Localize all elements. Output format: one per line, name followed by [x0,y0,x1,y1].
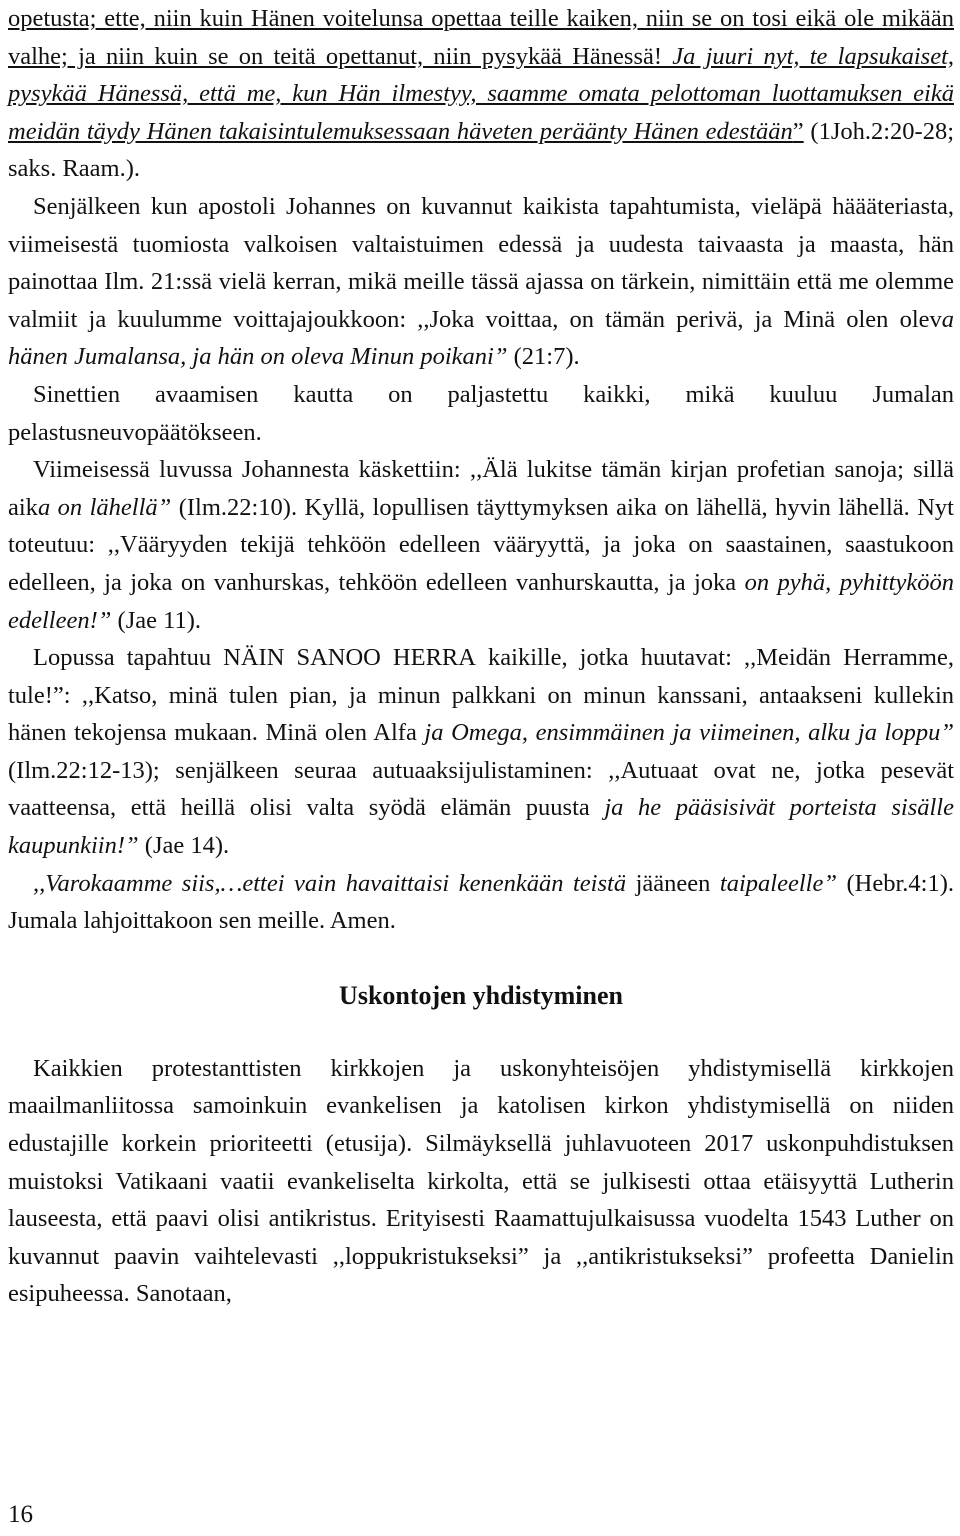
paragraph-2 [8,188,954,376]
paragraph-7: Kaikkien protestanttisten kirkkojen ja uskonyhteisöjen yhdistymisellä kirkkojen maailmanliitossa samoinkuin evankelisen ja katolisen kirkon yhdistymisellä on niiden edustajille korkein prioriteetti (etusija). Silmäyksellä juhlavuoteen 2017 uskonpuhdistuksen muistoksi Vatikaani vaatii evankeliselta kirkolta, että se julkisesti ottaa etäisyyttä Lutherin lauseesta, että paavi olisi antikristus. Erityisesti Raamattujulkaisussa vuodelta 1543 Luther on kuvannut paavin vaihtelevasti ,,loppukristukseksi” ja ,,antikristukseksi” profeetta Danielin esipuheessa. Sanotaan, [8,1054,954,1308]
italic-quote: ja he pääsisivät porteista sisälle kaupunkiin!” [8,794,954,860]
section-heading: Uskontojen yhdistyminen [339,980,623,1010]
underlined-quote-italic: Ja juuri nyt, te lapsukaiset, pysykää Hänessä, että me, kun Hän ilmestyy, saamme omata pelottoman luottamuksen eikä meidän täydy Hänen takaisintulemuksessaan häveten peräänty Hänen edestään [8,42,955,145]
italic-quote: a on lähellä” [37,493,172,521]
text: kaikille, jotka huutavat: ,,Meidän Herramme, tule!”: ,,Katso, minä tulen pian, ja minun palkkani on minun kanssani, antaakseni kullekin hänen tekojensa mukaan. Minä olen Alfa [8,644,954,747]
page-number: 16 [8,1501,33,1528]
italic-quote: taipaleelle” [719,869,837,897]
text: (Ilm.22:12-13); senjälkeen seuraa autuaaksijulistaminen: ,,Autuaat ovat ne, jotka pesevät vaatteensa, että heillä olisi valta syödä elämän puusta [8,756,954,822]
italic-quote: ,,Varokaamme siis,…ettei vain havaittaisi kenenkään teistä [33,869,627,897]
text: Lopussa tapahtuu [33,644,224,672]
document-page [8,0,954,1313]
small-caps-phrase: NÄIN SANOO HERRA [223,644,476,672]
reference: (1Joh.2:20-28; saks. Raam.). [8,117,954,183]
paragraph-6 [8,865,954,940]
text: (Ilm.22:10). Kyllä, lopullisen täyttymyksen aika on lähellä, hyvin lähellä. Nyt toteutuu: ,,Vääryyden tekijä tehköön edelleen vääryyttä, ja joka on saastainen, saastukoon edelleen, ja joka on vanhurskas, tehköön edelleen vanhurskautta, ja joka [8,493,954,596]
underlined-quote: opetusta; ette, niin kuin Hänen voitelunsa opettaa teille kaiken, niin se on tosi eikä ole mikään valhe; ja niin kuin se on teitä opettanut, niin pysykää Hänessä! [8,5,954,70]
text: jääneen [626,869,720,897]
text: Viimeisessä luvussa Johannesta käskettiin: ,,Älä lukitse tämän kirjan profetian sanoja; sillä aik [8,456,954,521]
italic-quote: on pyhä, pyhittyköön edelleen!” [8,568,954,634]
paragraph-1 [8,0,954,188]
reference: (21:7). [507,343,580,371]
closing-quote-mark: ” [792,117,804,145]
reference: (Hebr.4:1). Jumala lahjoittakoon sen meille. Amen. [8,869,954,935]
paragraph-3: Sinettien avaamisen kautta on paljastettu kaikki, mikä kuuluu Jumalan pelastusneuvopäätökseen. [8,380,954,446]
italic-quote: a hänen Jumalansa, ja hän on oleva Minun poikani” [8,305,954,371]
paragraph-5 [8,639,954,865]
reference: (Jae 11). [111,606,201,634]
text: Senjälkeen kun apostoli Johannes on kuvannut kaikista tapahtumista, vieläpä häääteriasta, viimeisestä tuomiosta valkoisen valtaistuimen edessä ja uudesta taivaasta ja maasta, hän painottaa Ilm. 21:ssä vielä kerran, mikä meille tässä ajassa on tärkein, nimittäin että me olemme valmiit ja kuulumme voittajajoukkoon: ,,Joka voittaa, on tämän perivä, ja Minä olen olev [8,192,954,333]
italic-quote: ja Omega, ensimmäinen ja viimeinen, alku ja loppu” [424,719,954,747]
reference: (Jae 14). [138,832,230,860]
paragraph-4 [8,451,954,639]
